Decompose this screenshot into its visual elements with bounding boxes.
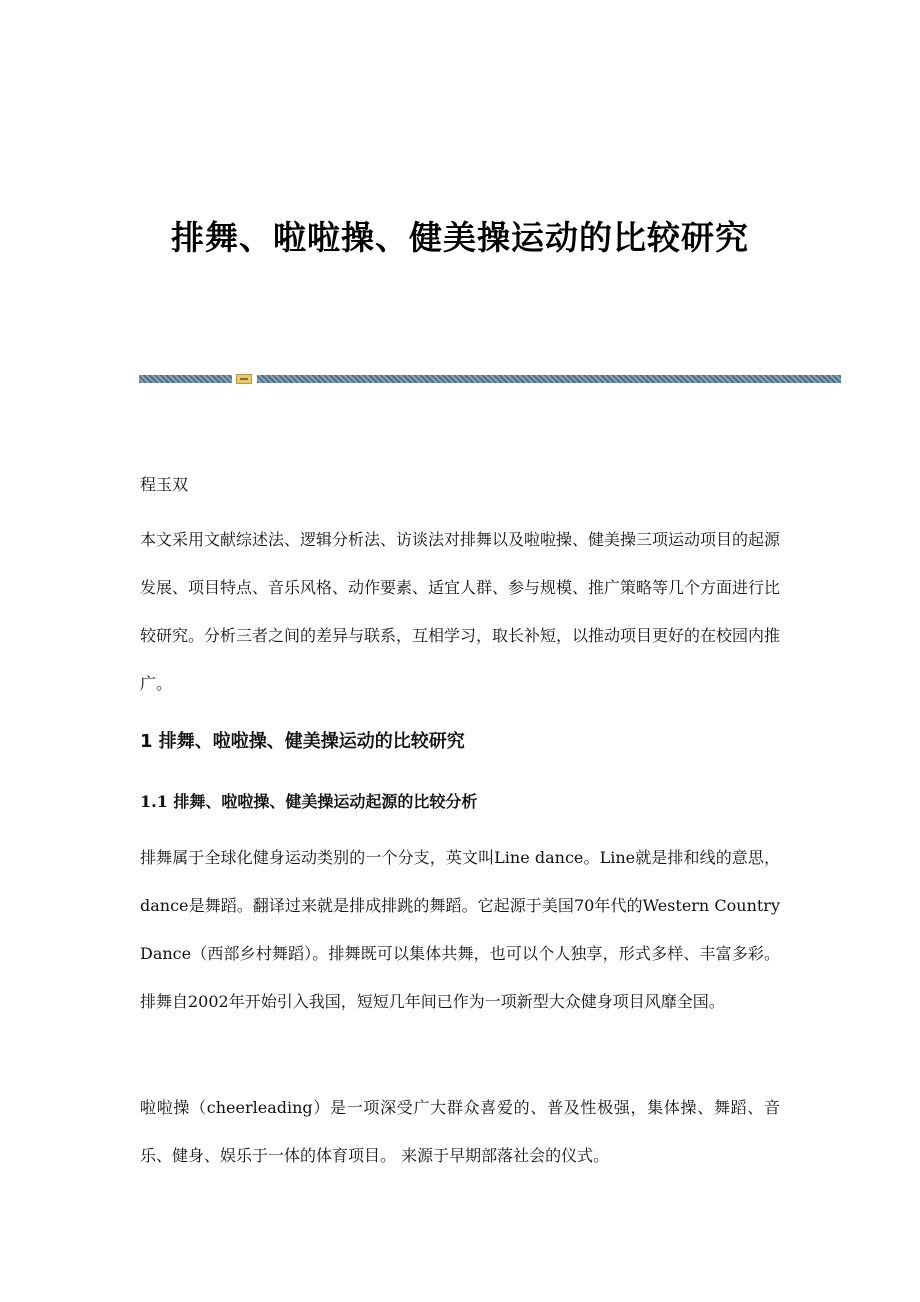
section-heading-1: 1 排舞、啦啦操、健美操运动的比较研究 (140, 731, 465, 752)
section-heading-1-1: 1.1 排舞、啦啦操、健美操运动起源的比较分析 (140, 792, 478, 811)
line-dance-paragraph: 排舞属于全球化健身运动类别的一个分支，英文叫Line dance。Line就是排和线的意思， dance是舞蹈。翻译过来就是排成排跳的舞蹈。它起源于美国70年代的Western Country Dance（西部乡村舞蹈）。排舞既可以集体共舞，也可以个人独享，形式多样、丰富多彩。排舞自2002年开始引入我国，短短几年间已作为一项新型大众健身项目风靡全国。 (140, 848, 780, 1011)
divider-bar-right (257, 375, 841, 383)
divider-ornament-icon (236, 374, 252, 384)
cheerleading-paragraph: 啦啦操（cheerleading）是一项深受广大群众喜爱的、普及性极强，集体操、舞蹈、音乐、健身、娱乐于一体的体育项目。 来源于早期部落社会的仪式。 (140, 1098, 780, 1165)
abstract-paragraph: 本文采用文献综述法、逻辑分析法、访谈法对排舞以及啦啦操、健美操三项运动项目的起源发展、项目特点、音乐风格、动作要素、适宜人群、参与规模、推广策略等几个方面进行比较研究。分析三者之间的差异与联系，互相学习，取长补短，以推动项目更好的在校园内推广。 (140, 530, 781, 693)
document-title: 排舞、啦啦操、健美操运动的比较研究 (171, 218, 749, 257)
title-divider (139, 374, 841, 384)
divider-bar-left (139, 375, 232, 383)
author-name: 程玉双 (140, 475, 189, 494)
